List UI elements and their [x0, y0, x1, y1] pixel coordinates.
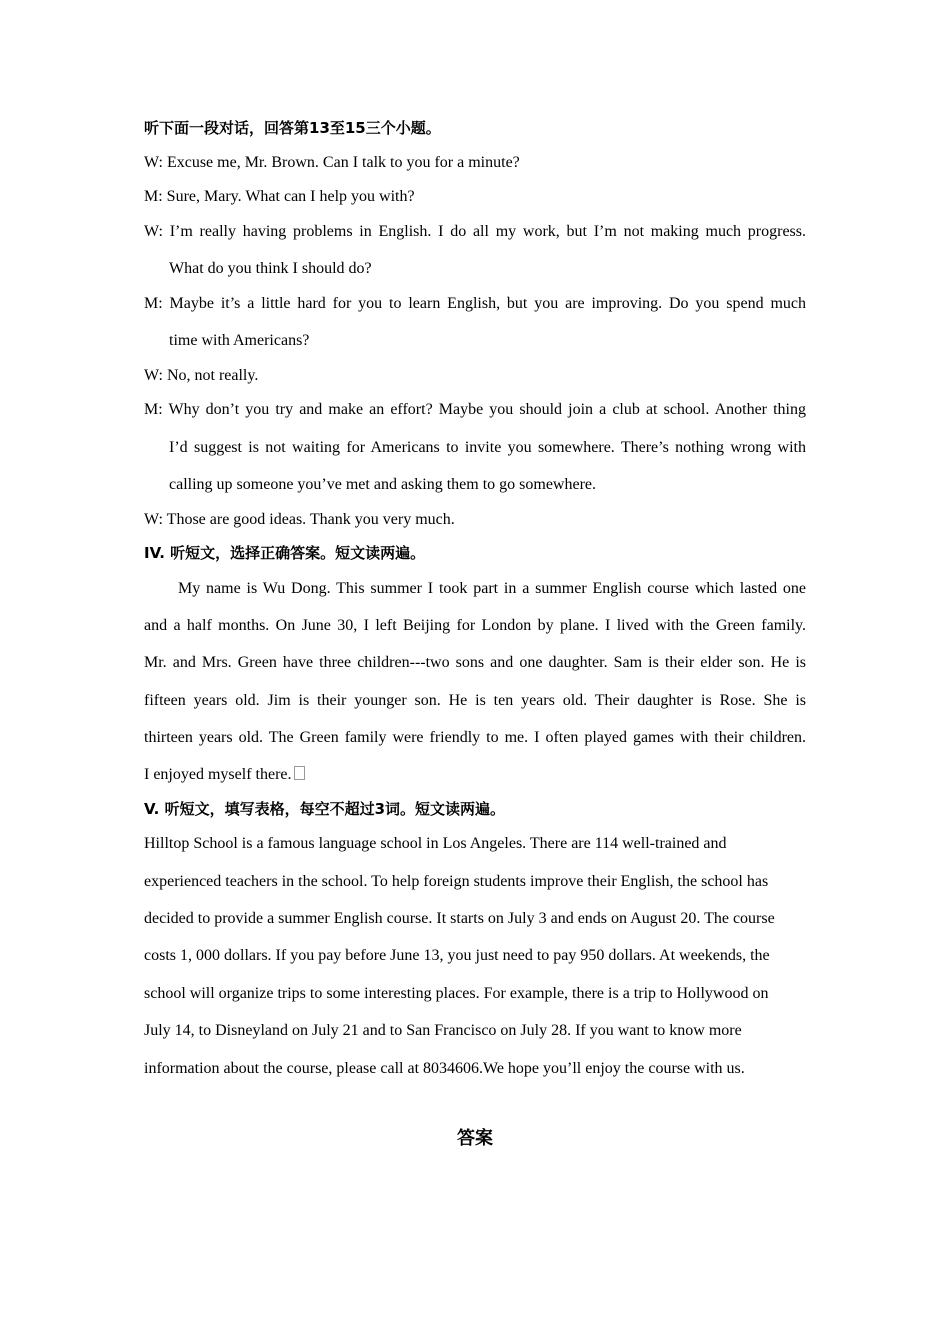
dialogue-line: M: Maybe it’s a little hard for you to learn English, but you are improving. Do you spend much: [144, 295, 806, 312]
passage-line: decided to provide a summer English course. It starts on July 3 and ends on August 20. The course: [144, 910, 775, 927]
passage-line: My name is Wu Dong. This summer I took part in a summer English course which lasted one: [178, 580, 806, 597]
section-heading-dialogue: 听下面一段对话，回答第13至15三个小题。: [144, 119, 441, 137]
dialogue-line: W: Those are good ideas. Thank you very much.: [144, 511, 455, 528]
passage-line-last: [144, 765, 305, 785]
dialogue-line: I’d suggest is not waiting for Americans to invite you somewhere. There’s nothing wrong with: [169, 439, 806, 456]
passage-text: I enjoyed myself there.: [144, 766, 292, 783]
missing-glyph-box: [294, 766, 305, 780]
dialogue-line: W: No, not really.: [144, 367, 259, 384]
passage-line: and a half months. On June 30, I left Beijing for London by plane. I lived with the Green family.: [144, 617, 806, 634]
passage-line: costs 1, 000 dollars. If you pay before June 13, you just need to pay 950 dollars. At weekends, the: [144, 947, 770, 964]
dialogue-line: time with Americans?: [169, 332, 310, 349]
answers-title: 答案: [457, 1128, 493, 1149]
dialogue-line: What do you think I should do?: [169, 260, 372, 277]
dialogue-line: calling up someone you’ve met and asking them to go somewhere.: [169, 476, 597, 493]
dialogue-line: M: Sure, Mary. What can I help you with?: [144, 188, 415, 205]
passage-line: Mr. and Mrs. Green have three children---two sons and one daughter. Sam is their elder son. He is: [144, 654, 806, 671]
dialogue-line: W: Excuse me, Mr. Brown. Can I talk to you for a minute?: [144, 154, 520, 171]
passage-line: experienced teachers in the school. To help foreign students improve their English, the school has: [144, 873, 769, 890]
dialogue-line: M: Why don’t you try and make an effort? Maybe you should join a club at school. Another thing: [144, 401, 806, 418]
passage-line: school will organize trips to some interesting places. For example, there is a trip to Hollywood on: [144, 985, 769, 1002]
dialogue-line: W: I’m really having problems in English. I do all my work, but I’m not making much progress.: [144, 223, 806, 240]
passage-line: fifteen years old. Jim is their younger son. He is ten years old. Their daughter is Rose. She is: [144, 692, 806, 709]
passage-line: Hilltop School is a famous language school in Los Angeles. There are 114 well-trained and: [144, 835, 727, 852]
passage-line: information about the course, please call at 8034606.We hope you’ll enjoy the course with us.: [144, 1060, 745, 1077]
section-heading-v: V. 听短文，填写表格，每空不超过3词。短文读两遍。: [144, 800, 506, 818]
section-heading-iv: IV. 听短文，选择正确答案。短文读两遍。: [144, 544, 426, 562]
passage-line: July 14, to Disneyland on July 21 and to San Francisco on July 28. If you want to know more: [144, 1022, 742, 1039]
passage-line: thirteen years old. The Green family were friendly to me. I often played games with their children.: [144, 729, 806, 746]
